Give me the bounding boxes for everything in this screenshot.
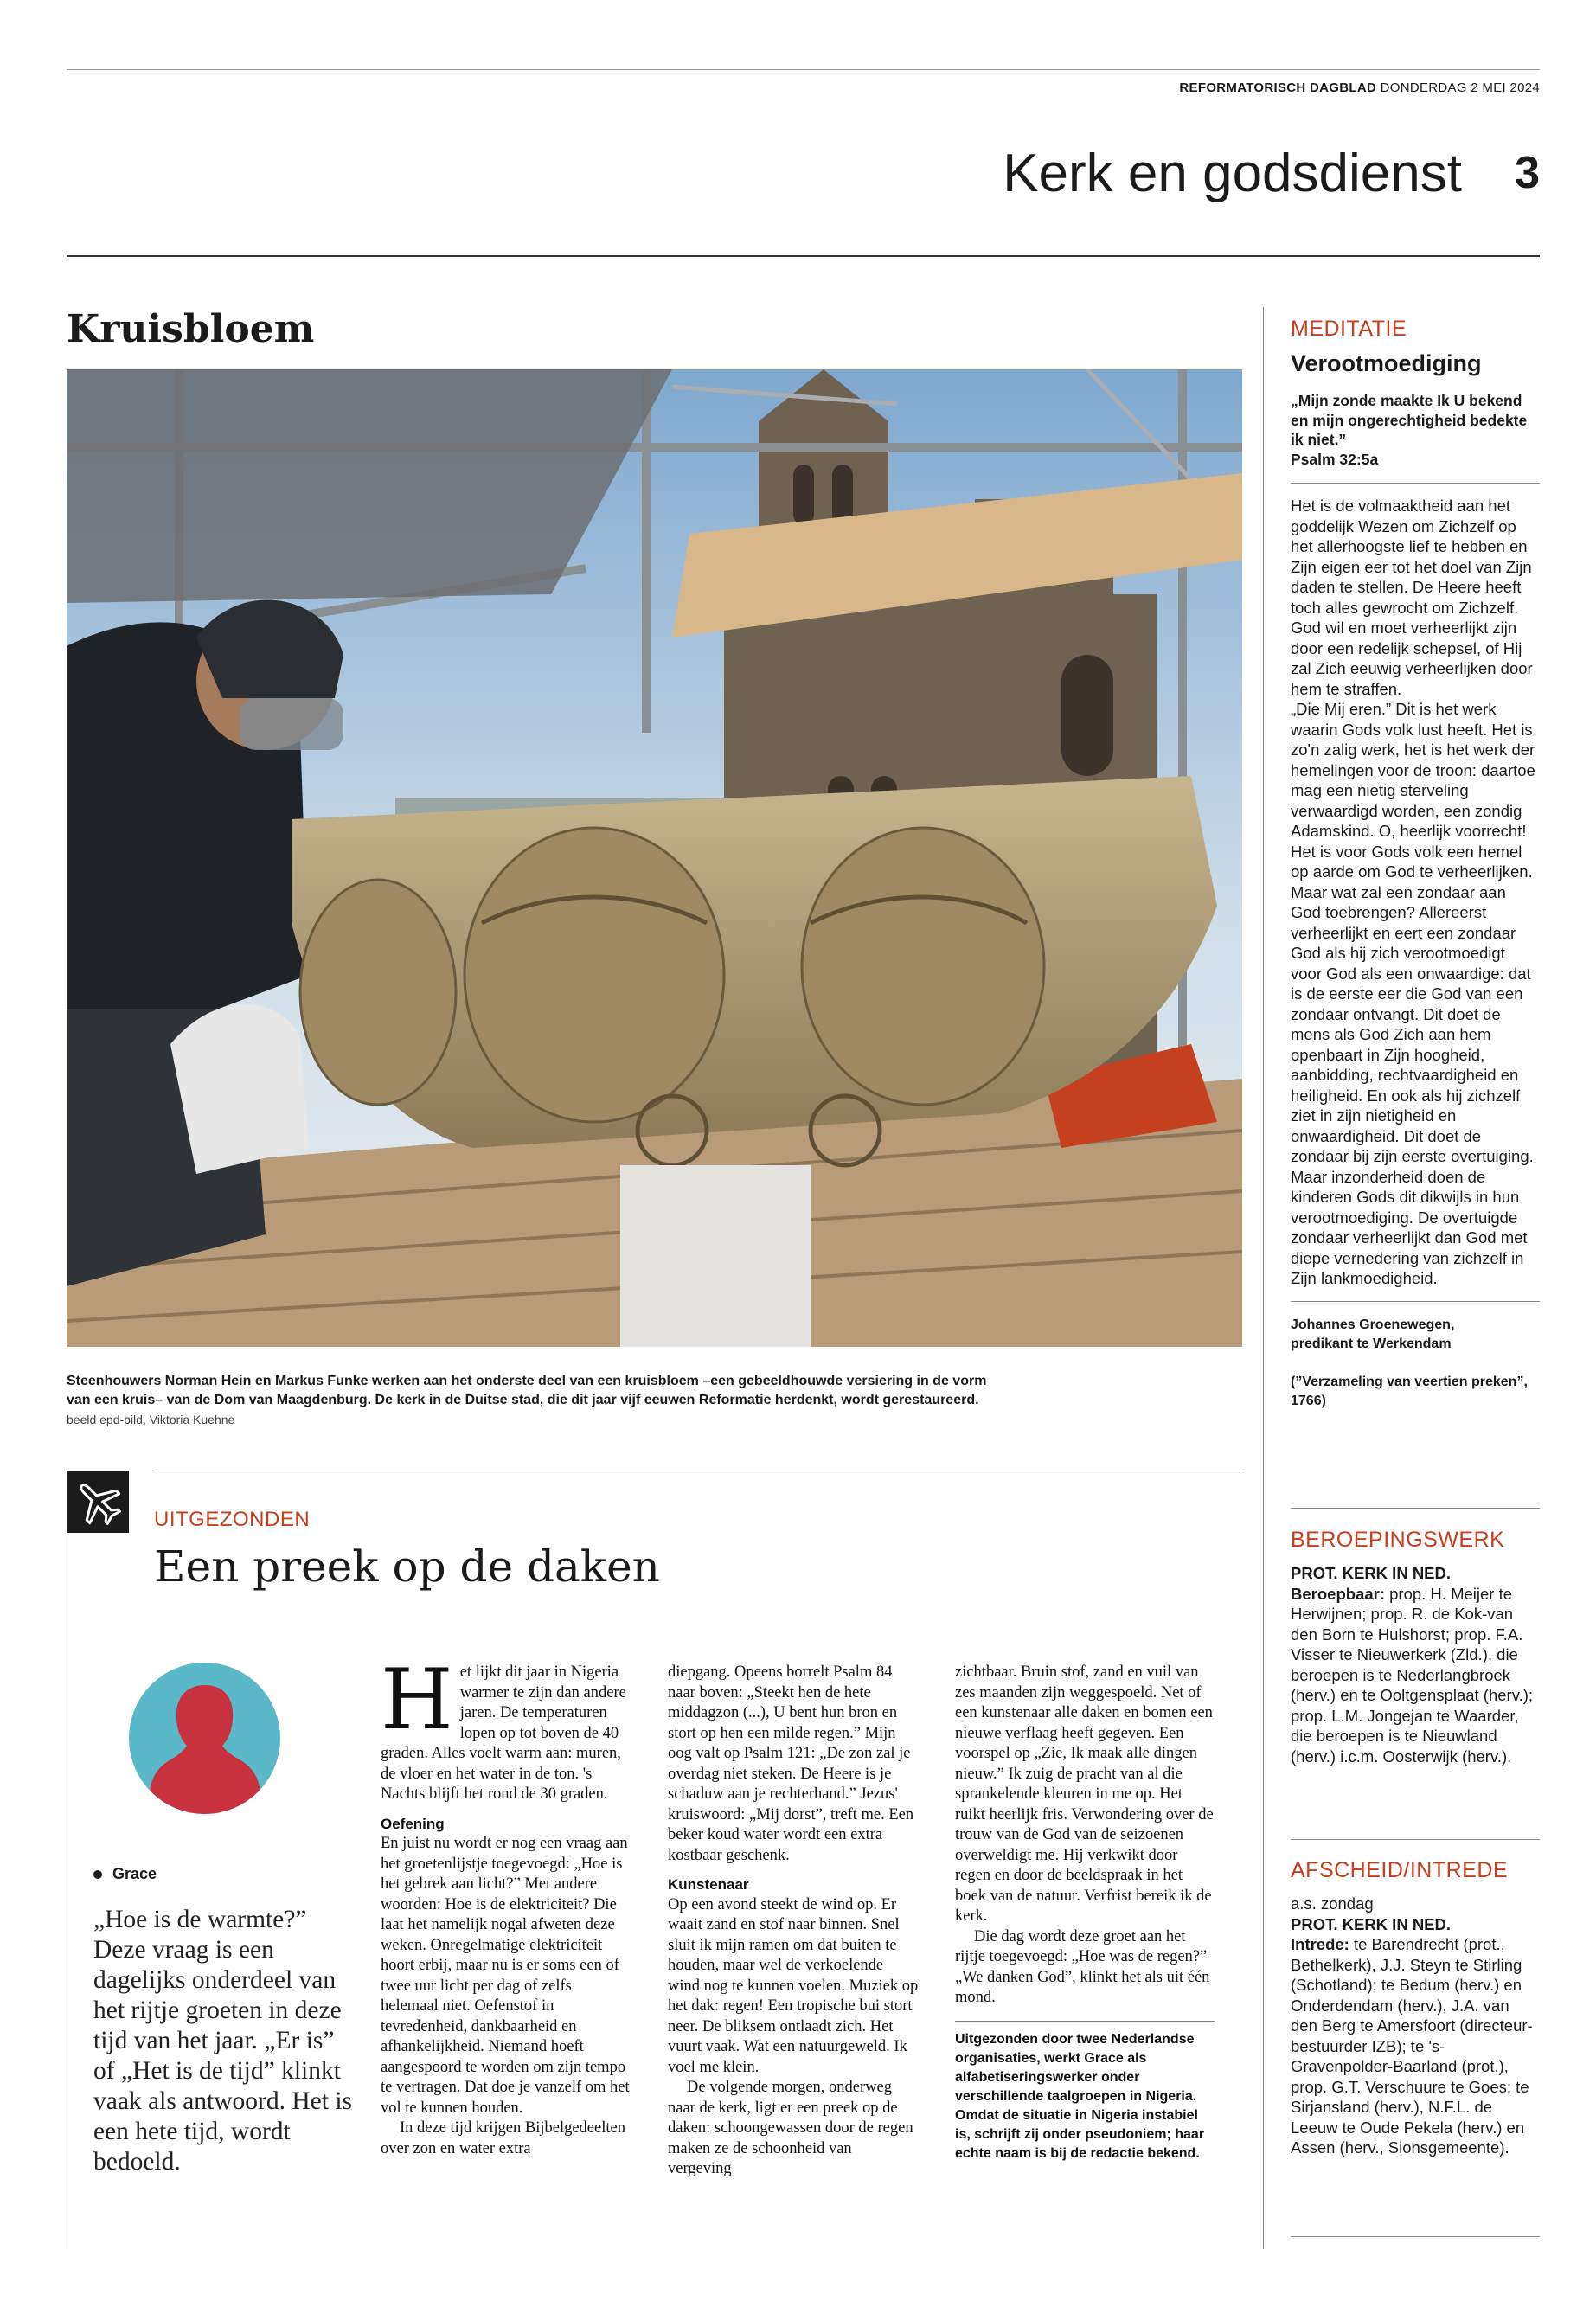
section-title: Kerk en godsdienst [1003, 144, 1462, 203]
meditatie-body [1291, 496, 1540, 1289]
paper-name: REFORMATORISCH DAGBLAD [1179, 80, 1377, 95]
afscheid-block [1291, 1858, 1540, 2158]
col2-paragraph-2: Op een avond steekt de wind op. Er waait zand en stof naar binnen. Snel sluit ik mijn ramen om dat buiten te houden, maar wel de verkoelende wind nog te kunnen voelen. Muziek op het dak: regen! Een tropische bui stort neer. De bliksem ontlaadt zich. Het vuurt vaak. Wat een natuurgeweld. Ik voel me klein. [668, 1895, 919, 2076]
column-title: Een preek op de daken [154, 1541, 660, 1592]
airplane-icon [67, 1471, 129, 1533]
meditatie-source: (”Verzameling van veertien preken”, 1766) [1291, 1374, 1528, 1408]
column-text-2 [668, 1663, 919, 2180]
afscheid-kicker: AFSCHEID/INTREDE [1291, 1858, 1509, 1882]
author-role: predikant te Werkendam [1291, 1336, 1452, 1351]
beroeping-label: Beroepbaar: [1291, 1584, 1385, 1603]
col3-paragraph-1: zichtbaar. Bruin stof, zand en vuil van zes maanden zijn weggespoeld. Net of een kunstenaar alle daken en bomen een nieuwe verflaag heeft gegeven. Een voorspel op „Zie, Ik maak alle dingen nieuw.” Ik zuig de pracht van al die sprankelende kleuren in me op. Het ruikt heerlijk fris. Verwondering over de trouw van de God van de seizoenen overweldigt me. Hij verkwikt door regen en door de beeldspraak in het boek van de natuur. Verfrist bereik ik de kerk. [955, 1663, 1214, 1925]
column-kicker: UITGEZONDEN [154, 1508, 311, 1531]
bullet-icon [93, 1870, 102, 1879]
col1-paragraph-1: et lijkt dit jaar in Nigeria warmer te zijn dan andere jaren. De temperaturen lopen op tot boven de 40 graden. Alles voelt warm aan: muren, de vloer en het water in de ton. 's Nachts blijft het rond de 30 graden. [381, 1663, 626, 1803]
meditatie-paragraph-2: „Die Mij eren.” Dit is het werk waarin Gods volk lust heeft. Het is zo'n zalig werk, het is het werk der hemelingen voor de troon: daartoe mag een nietig sterveling verwaardigd worden, een zondig Adamskind. O, heerlijk voorrecht! Het is voor Gods volk een hemel op aarde om God te verheerlijken. [1291, 700, 1535, 881]
meditatie-paragraph-1: Het is de volmaaktheid aan het goddelijk Wezen om Zichzelf op het allerhoogste lief te hebben en Zijn eigen eer tot het doel van Zijn daden te stellen. De Heere heeft toch alles gewrocht om Zichzelf. God wil en moet verheerlijkt zijn door een redelijk schepsel, of Hij zal Zich eeuwig verheerlijken door hem te straffen. [1291, 497, 1533, 698]
column-text-1 [381, 1651, 630, 2159]
meditatie-rule [1291, 483, 1540, 484]
author-label: Grace [112, 1865, 157, 1882]
beroepingswerk-kicker: BEROEPINGSWERK [1291, 1528, 1505, 1552]
beroeping-text: prop. H. Meijer te Herwijnen; prop. R. de Kok-van den Born te Hulshorst; prop. F.A. Visser te Nieuwerkerk (Zld.), die beroepen is te Nederlangbroek (herv.) en te Ooltgensplaat (herv.); prop. L.M. Jongejan te Waarder, die beroepen is te Nieuwland (herv.) i.c.m. Oosterwijk (herv.). [1291, 1584, 1534, 1766]
col2-paragraph-3: De volgende morgen, onderweg naar de kerk, ligt er een preek op de daken: schoongewassen door de regen maken ze de schoonheid van vergeving [668, 2079, 913, 2177]
dropcap: H [381, 1651, 453, 1748]
afscheid-label: Intrede: [1291, 1935, 1349, 1953]
author-avatar [129, 1663, 280, 1814]
meditatie-kicker: MEDITATIE [1291, 317, 1407, 341]
col1-subhead: Oefening [381, 1815, 445, 1832]
col1-paragraph-3: In deze tijd krijgen Bijbelgedeelten over zon en water extra [381, 2119, 625, 2157]
meditatie-title: Verootmoediging [1291, 350, 1482, 376]
meditatie-author-rule [1291, 1301, 1540, 1302]
col1-paragraph-2: En juist nu wordt er nog een vraag aan het groetenlijstje toegevoegd: „Hoe is het gebrek aan licht?” Met andere woorden: Hoe is de elektriciteit? Die laat het namelijk nogal afweten deze weken. Onregelmatige elektriciteit hoort erbij, maar nu is er soms een of twee uur licht per dag of zelfs helemaal niet. Oefenstof in tevredenheid, dankbaarheid en afhankelijkheid. Niemand hoeft aangespoord te worden om zijn tempo te vertragen. Dat doe je vanzelf om het vol te kunnen houden. [381, 1835, 630, 2117]
caption-text: Steenhouwers Norman Hein en Markus Funke werken aan het onderste deel van een kruisbloem –een gebeeldhouwde versiering in de vorm van een kruis– van de Dom van Maagdenburg. De kerk in de Duitse stad, die dit jaar vijf eeuwen Reformatie herdenkt, wordt gerestaureerd. [67, 1374, 987, 1407]
masthead [1179, 80, 1540, 95]
scaffold-scene-illustration [67, 369, 1242, 1347]
column-text-3 [955, 1663, 1215, 2163]
verse-text: „Mijn zonde maakte Ik U bekend en mijn ongerechtigheid bedekte ik niet.” [1291, 392, 1528, 448]
beroeping-church: PROT. KERK IN NED. [1291, 1564, 1452, 1582]
sidebar-bottom-rule [1291, 2236, 1540, 2237]
author-name [93, 1865, 157, 1883]
meditatie-author [1291, 1316, 1540, 1411]
sidebar-rule [1263, 307, 1264, 2249]
beroepingswerk-body [1291, 1563, 1540, 1766]
photo-credit: beeld epd-bild, Viktoria Kuehne [67, 1413, 235, 1426]
issue-date: DONDERDAG 2 MEI 2024 [1380, 80, 1540, 95]
page-number: 3 [1515, 148, 1540, 198]
author-name: Johannes Groenewegen, [1291, 1317, 1455, 1332]
afscheid-day: a.s. zondag [1291, 1894, 1374, 1913]
beroeping-rule [1291, 1508, 1540, 1509]
meditatie-verse [1291, 391, 1540, 469]
meditatie-paragraph-3: Maar wat zal een zondaar aan God toebrengen? Allereerst verheerlijkt en eert een zondaar God als hij zich verootmoedigt voor God als een onwaardige: dat is de eerste eer die God van een zondaar ontvangt. Dit doet de mens als God Zich aan hem openbaart in Zijn hoogheid, aanbidding, rechtvaardigheid en heiligheid. En ook als hij zichzelf ziet in zijn nietigheid en onwaardigheid. Dit doet de zondaar bij zijn eerste overtuiging. Maar inzonderheid doen de kinderen Gods dit dikwijls in hun verootmoediging. De overtuigde zondaar verheerlijkt dan God met diepe vernedering van zichzelf in Zijn lankmoedigheid. [1291, 882, 1534, 1287]
col2-subhead: Kunstenaar [668, 1876, 749, 1893]
afscheid-rule [1291, 1839, 1540, 1840]
col2-paragraph-1: diepgang. Opeens borrelt Psalm 84 naar boven: „Steekt hen de hete middagzon (...), U bent hun bron en stort op hen een milde regen.” Mijn oog valt op Psalm 121: „De zon zal je overdag niet steken. De Heere is je schaduw aan je rechterhand.” Jezus' kruiswoord: „Mij dorst”, treft me. Een beker koud water wordt een extra kostbaar geschenk. [668, 1663, 914, 1864]
afscheid-text: te Barendrecht (prot., Bethelkerk), J.J. Steyn te Stirling (Schotland); te Bedum (herv.) en Onderdendam (herv.), J.A. van den Berg te Amersfoort (directeur-bestuurder IZB); te 's-Gravenpolder-Baarland (prot.), prop. G.T. Verschuure te Goes; te Sirjansland (herv.), N.F.L. de Leeuw te Oude Pekela (herv.) en Assen (herv., Sionsgemeente). [1291, 1935, 1533, 2157]
beroepingswerk-block [1291, 1528, 1540, 1766]
header-rule [67, 255, 1540, 257]
cathedral-photo [67, 369, 1242, 1347]
afscheid-church: PROT. KERK IN NED. [1291, 1914, 1452, 1933]
author-silhouette-icon [129, 1663, 280, 1814]
top-rule [67, 69, 1540, 70]
meditatie-block [1291, 317, 1540, 1411]
photo-caption [67, 1372, 1010, 1430]
afscheid-body [1291, 1894, 1540, 2158]
photo-heading: Kruisbloem [67, 307, 315, 351]
pull-quote: „Hoe is de warmte?” Deze vraag is een dagelijks onderdeel van het rijtje groeten in deze tijd van het jaar. „Er is” of „Het is de tijd” klinkt vaak als antwoord. Het is een hete tijd, wordt bedoeld. [93, 1906, 353, 2176]
col3-paragraph-2: Die dag wordt deze groet aan het rijtje toegevoegd: „Hoe was de regen?” „We danken God”, klinkt het als uit één mond. [955, 1927, 1210, 2006]
note-rule [955, 2021, 1215, 2022]
author-note: Uitgezonden door twee Nederlandse organisaties, werkt Grace als alfabetiseringswerker onder verschillende taalgroepen in Nigeria. Omdat de situatie in Nigeria instabiel is, schrijft zij onder pseudoniem; haar echte naam is bij de redactie bekend. [955, 2031, 1205, 2161]
verse-reference: Psalm 32:5a [1291, 450, 1379, 468]
